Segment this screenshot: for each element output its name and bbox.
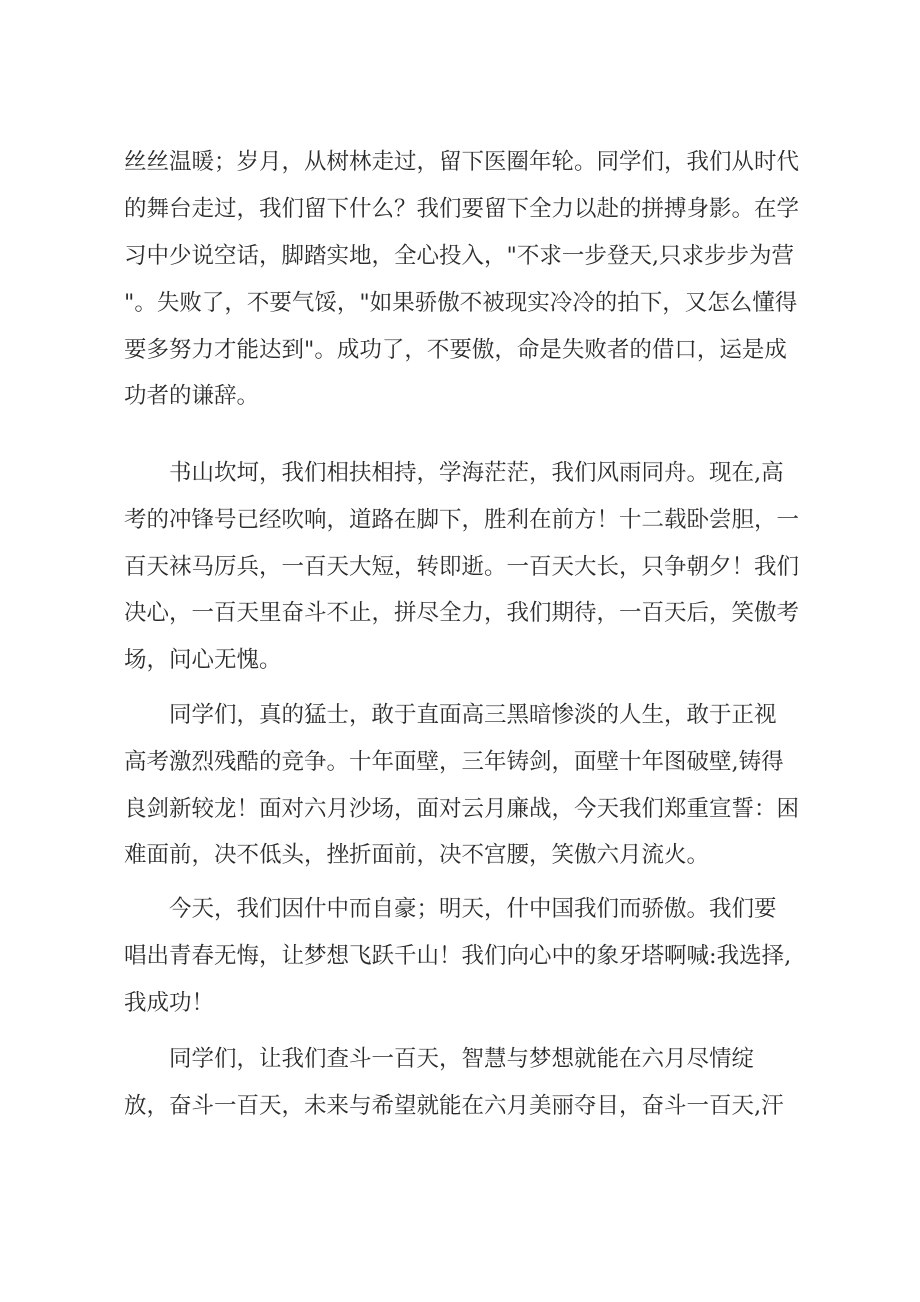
text-line: 百天袜马厉兵，一百天大短，转即逝。一百天大长，只争朝夕！我们 [124,554,800,580]
text-line: 放，奋斗一百天，未来与希望就能在六月美丽夺目，奋斗一百天,汗 [124,1093,784,1119]
text-line: 丝丝温暖；岁月，从树林走过，留下医圈年轮。同学们，我们从时代 [124,149,800,175]
text-line: 良剑新较龙！面对六月沙场，面对云月廉战，今天我们郑重宣誓：困 [124,796,800,822]
text-line: 书山坎坷，我们相扶相持，学海茫茫，我们风雨同舟。现在,高 [124,460,784,486]
text-line: 我成功！ [124,990,215,1016]
text-line: 今天，我们因什中而自豪；明天，什中国我们而骄傲。我们要 [124,896,777,922]
text-line: 难面前，决不低头，挫折面前，决不宫腰，笑傲六月流火。 [124,842,710,868]
text-line: 决心，一百天里奋斗不止，拼尽全力，我们期待，一百天后，笑傲考 [124,600,800,626]
text-line: 同学们，真的猛士，敢于直面高三黑暗惨淡的人生，敢于正视 [124,702,777,728]
text-line: 唱出青春无悔，让梦想飞跃千山！我们向心中的象牙塔啊喊:我选择, [124,943,792,969]
text-line: 功者的谦辞。 [124,383,260,409]
text-line: 高考激烈残酷的竞争。十年面壁，三年铸剑，面壁十年图破壁,铸得 [124,749,784,775]
text-line: 考的冲锋号已经吹响，道路在脚下，胜利在前方！十二载卧尝胆，一 [124,507,800,533]
text-line: "。失败了，不要气馁，"如果骄傲不被现实冷冷的拍下，又怎么懂得 [124,290,798,316]
text-line: 要多努力才能达到"。成功了，不要傲，命是失败者的借口，运是成 [124,337,787,363]
text-line: 场，问心无愧。 [124,647,282,673]
text-line: 同学们，让我们查斗一百天，智慧与梦想就能在六月尽情绽 [124,1046,755,1072]
text-line: 习中少说空话，脚踏实地，全心投入，"不求一步登天,只求步步为营 [124,243,795,269]
text-line: 的舞台走过，我们留下什么？我们要留下全力以赴的拼搏身影。在学 [124,196,800,222]
